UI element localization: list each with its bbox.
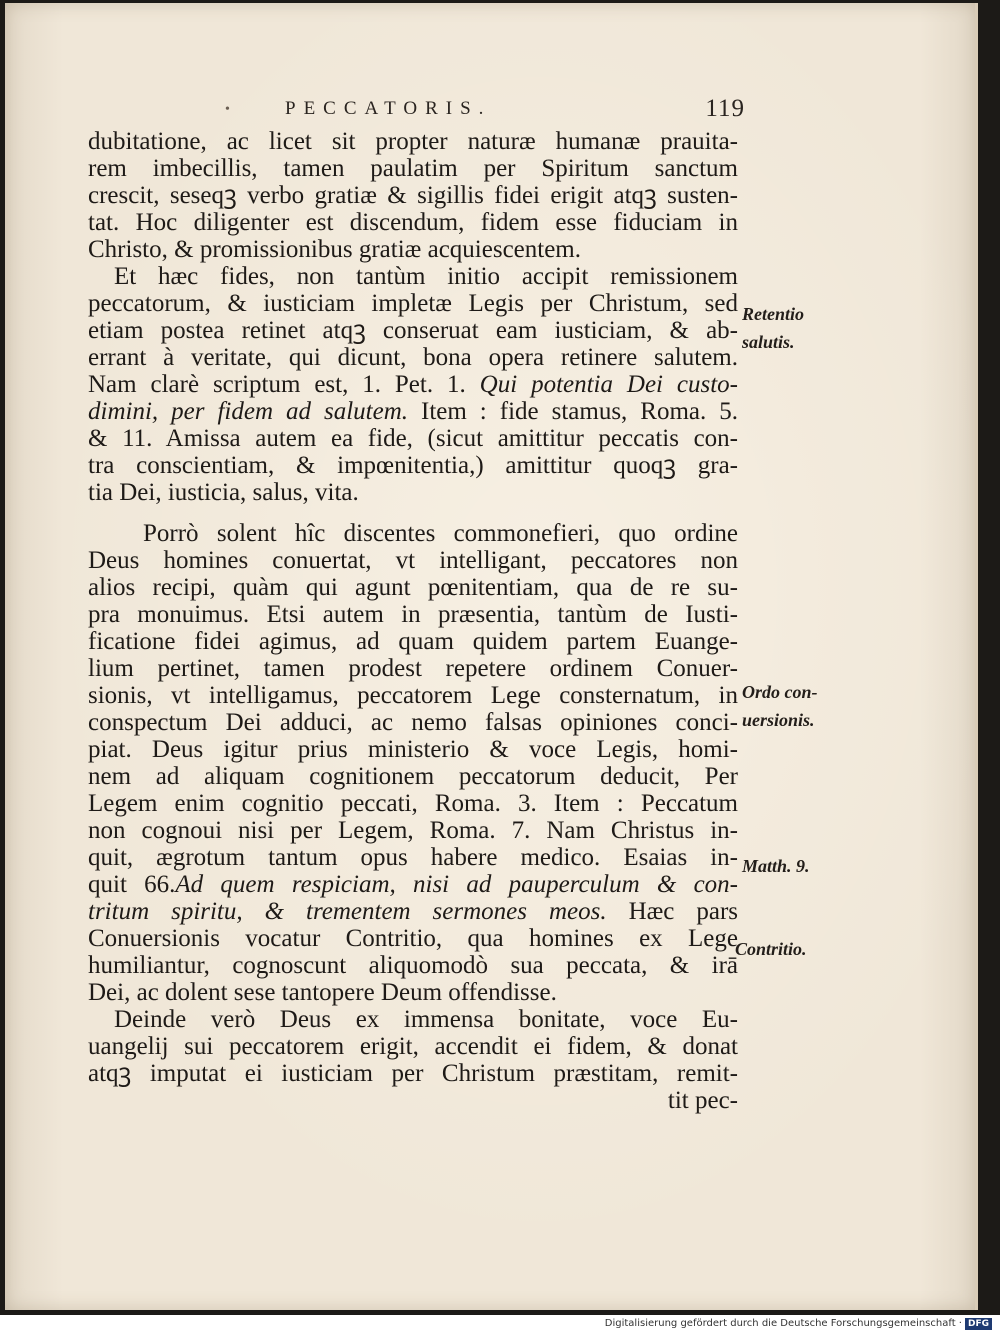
margin-note-line: Contritio. bbox=[735, 939, 807, 959]
text-line: tat. Hoc diligenter est discendum, fidem esse fiduciam in bbox=[88, 209, 738, 236]
text-line: dubitatione, ac licet sit propter naturæ humanæ prauita- bbox=[88, 128, 738, 155]
text-line: nem ad aliquam cognitionem peccatorum deducit, Per bbox=[88, 763, 738, 790]
text-line: tra conscientiam, & impœnitentia,) amittitur quoqꝫ gra- bbox=[88, 452, 738, 479]
margin-note-line: salutis. bbox=[742, 332, 795, 352]
italic-quote: tritum spiritu, & trementem sermones meos. bbox=[88, 898, 607, 925]
text-line: Legem enim cognitio peccati, Roma. 3. Item : Peccatum bbox=[88, 790, 738, 817]
text-line: Conuersionis vocatur Contritio, qua homines ex Lege bbox=[88, 925, 738, 952]
text-line: quit, ægrotum tantum opus habere medico. Esaias in- bbox=[88, 844, 738, 871]
margin-note-contritio bbox=[735, 935, 807, 963]
text-line bbox=[88, 871, 738, 898]
text-line: pra monuimus. Etsi autem in præsentia, tantùm de Iusti- bbox=[88, 601, 738, 628]
text-line: errant à veritate, qui dicunt, bona opera retinere salutem. bbox=[88, 344, 738, 371]
margin-note-line: Matth. 9. bbox=[742, 856, 810, 876]
italic-quote: Qui potentia Dei custo- bbox=[479, 371, 738, 398]
running-head-ornament: • bbox=[225, 102, 230, 117]
text-line bbox=[88, 398, 738, 425]
italic-quote: Ad quem respiciam, nisi ad pauperculum & con- bbox=[175, 871, 738, 898]
text-line: atqꝫ imputat ei iusticiam per Christum præstitam, remit- bbox=[88, 1060, 738, 1087]
text-line: piat. Deus igitur prius ministerio & voce Legis, homi- bbox=[88, 736, 738, 763]
margin-note-ordo-conuersionis bbox=[742, 678, 818, 734]
margin-note-matth bbox=[742, 852, 810, 880]
page-edge bbox=[975, 3, 978, 1310]
text-line: etiam postea retinet atqꝫ conseruat eam iusticiam, & ab- bbox=[88, 317, 738, 344]
catchword: tit pec- bbox=[667, 1087, 738, 1114]
margin-note-line: Ordo con- bbox=[742, 682, 818, 702]
margin-note-line: uersionis. bbox=[742, 710, 815, 730]
text-line bbox=[88, 371, 738, 398]
running-head bbox=[225, 95, 745, 128]
text-line: Deus homines conuertat, vt intelligant, peccatores non bbox=[88, 547, 738, 574]
text-line: Porrò solent hîc discentes commonefieri, quo ordine bbox=[143, 520, 738, 547]
text-line: Christo, & promissionibus gratiæ acquiescentem. bbox=[88, 236, 581, 263]
text-segment: Nam clarè scriptum est, 1. Pet. 1. bbox=[88, 371, 466, 398]
text-line: ficatione fidei agimus, ad quam quidem partem Euange- bbox=[88, 628, 738, 655]
text-line: alios recipi, quàm qui agunt pœnitentiam, qua de re su- bbox=[88, 574, 738, 601]
text-line: & 11. Amissa autem ea fide, (sicut amittitur peccatis con- bbox=[88, 425, 738, 452]
text-line: uangelij sui peccatorem erigit, accendit ei fidem, & donat bbox=[88, 1033, 738, 1060]
text-segment: quit 66. bbox=[88, 871, 176, 898]
text-line: conspectum Dei adduci, ac nemo falsas opiniones conci- bbox=[88, 709, 738, 736]
text-line: humiliantur, cognoscunt aliquomodò sua peccata, & irā bbox=[88, 952, 738, 979]
text-segment: Hæc pars bbox=[628, 898, 739, 925]
margin-note-retentio bbox=[742, 300, 804, 356]
text-line: Et hæc fides, non tantùm initio accipit remissionem bbox=[114, 263, 738, 290]
text-line: crescit, seseqꝫ verbo gratiæ & sigillis fidei erigit atqꝫ susten- bbox=[88, 182, 738, 209]
digitization-credit bbox=[605, 1318, 992, 1330]
credit-text: Digitalisierung gefördert durch die Deutsche Forschungsgemeinschaft · bbox=[604, 1318, 962, 1329]
text-line: peccatorum, & iusticiam impletæ Legis per Christum, sed bbox=[88, 290, 738, 317]
margin-note-line: Retentio bbox=[742, 304, 804, 324]
text-line: non cognoui nisi per Legem, Roma. 7. Nam Christus in- bbox=[88, 817, 738, 844]
running-head-title: PECCATORIS. bbox=[285, 98, 492, 119]
dfg-logo: DFG bbox=[965, 1318, 992, 1330]
text-line: Dei, ac dolent sese tantopere Deum offendisse. bbox=[88, 979, 557, 1006]
text-line: Deinde verò Deus ex immensa bonitate, voce Eu- bbox=[114, 1006, 738, 1033]
text-line: sionis, vt intelligamus, peccatorem Lege consternatum, in bbox=[88, 682, 738, 709]
text-line: tia Dei, iusticia, salus, vita. bbox=[88, 479, 359, 506]
text-line: lium pertinet, tamen prodest repetere ordinem Conuer- bbox=[88, 655, 738, 682]
text-line: rem imbecillis, tamen paulatim per Spiritum sanctum bbox=[88, 155, 738, 182]
text-line bbox=[88, 898, 738, 925]
body-text bbox=[88, 128, 738, 1114]
page-number: 119 bbox=[705, 95, 745, 122]
text-segment: Item : fide stamus, Roma. 5. bbox=[421, 398, 738, 425]
italic-quote: dimini, per fidem ad salutem. bbox=[88, 398, 408, 425]
